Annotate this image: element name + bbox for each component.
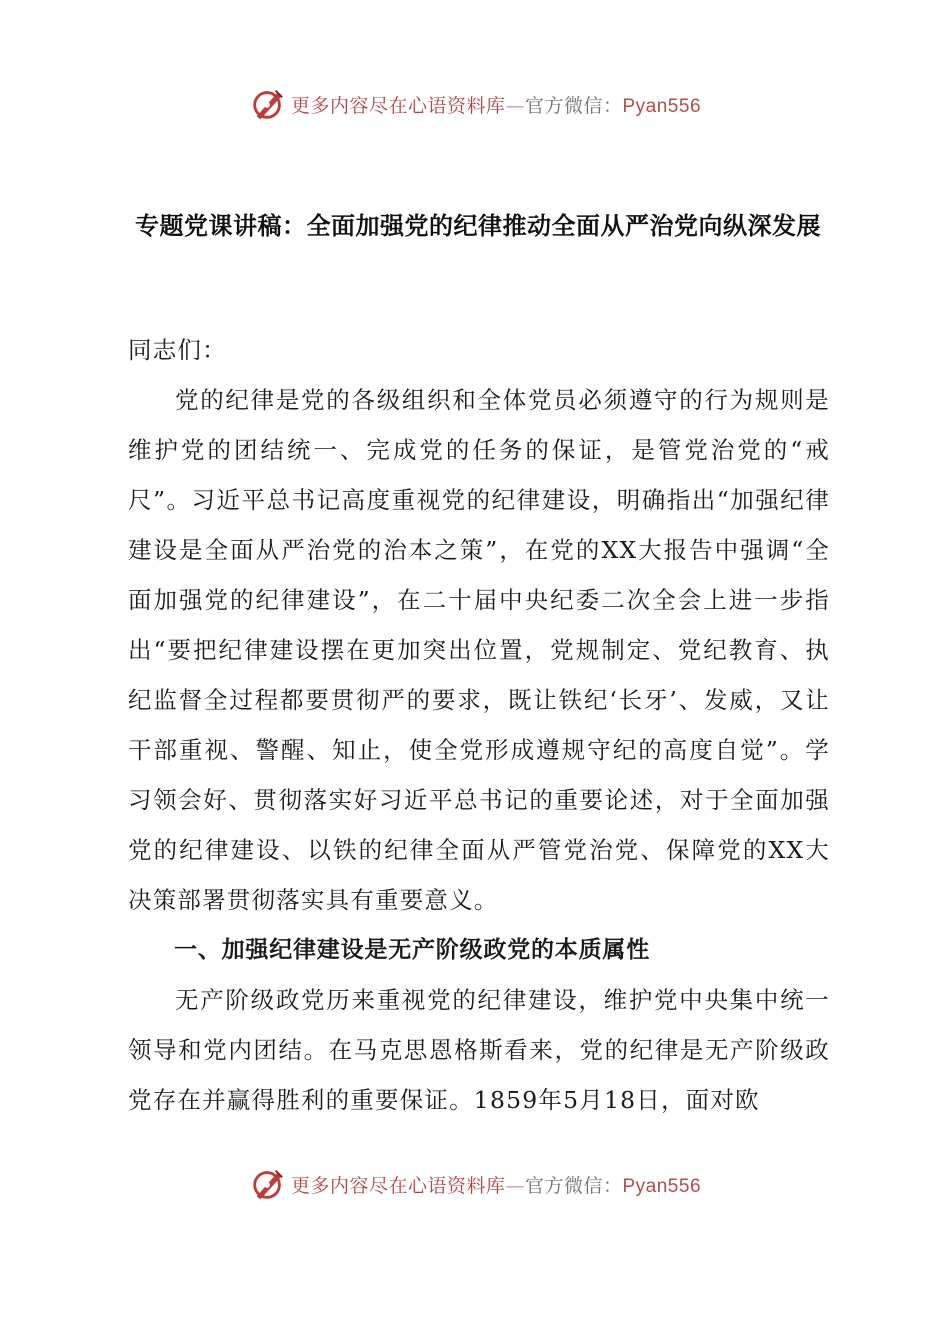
pen-nib-logo-icon	[249, 85, 287, 123]
banner-dash: —	[505, 94, 525, 117]
banner-label: 官方微信：	[524, 1174, 623, 1197]
section-paragraph: 无产阶级政党历来重视党的纪律建设，维护党中央集中统一领导和党内团结。在马克思恩格斯看来，党的纪律是无产阶级政党存在并赢得胜利的重要保证。1859年5月18日，面对欧	[128, 986, 830, 1114]
banner-label: 官方微信：	[524, 94, 623, 117]
banner-dash: —	[505, 1174, 525, 1197]
pen-nib-logo-icon	[249, 1165, 287, 1203]
footer-banner	[0, 1162, 950, 1206]
banner-line	[291, 91, 701, 118]
section-heading: 一、加强纪律建设是无产阶级政党的本质属性	[174, 937, 650, 963]
banner-wechat-id: Pyan556	[622, 95, 702, 117]
salutation: 同志们：	[128, 336, 227, 364]
header-banner	[0, 82, 950, 126]
body-paragraph: 党的纪律是党的各级组织和全体党员必须遵守的行为规则是维护党的团结统一、完成党的任务的保证，是管党治党的“戒尺”。习近平总书记高度重视党的纪律建设，明确指出“加强纪律建设是全面从严治党的治本之策”，在党的XX大报告中强调“全面加强党的纪律建设”，在二十届中央纪委二次全会上进一步指出“要把纪律建设摆在更加突出位置，党规制定、党纪教育、执纪监督全过程都要贯彻严的要求，既让铁纪‘长牙’、发威，又让干部重视、警醒、知止，使全党形成遵规守纪的高度自觉”。学习领会好、贯彻落实好习近平总书记的重要论述，对于全面加强党的纪律建设、以铁的纪律全面从严管党治党、保障党的XX大决策部署贯彻落实具有重要意义。	[128, 386, 830, 914]
banner-main-text: 更多内容尽在心语资料库	[290, 94, 506, 117]
banner-line	[291, 1171, 701, 1198]
document-title: 专题党课讲稿：全面加强党的纪律推动全面从严治党向纵深发展	[135, 212, 821, 240]
banner-wechat-id: Pyan556	[622, 1175, 702, 1197]
banner-main-text: 更多内容尽在心语资料库	[290, 1174, 506, 1197]
document-body	[128, 325, 830, 1125]
